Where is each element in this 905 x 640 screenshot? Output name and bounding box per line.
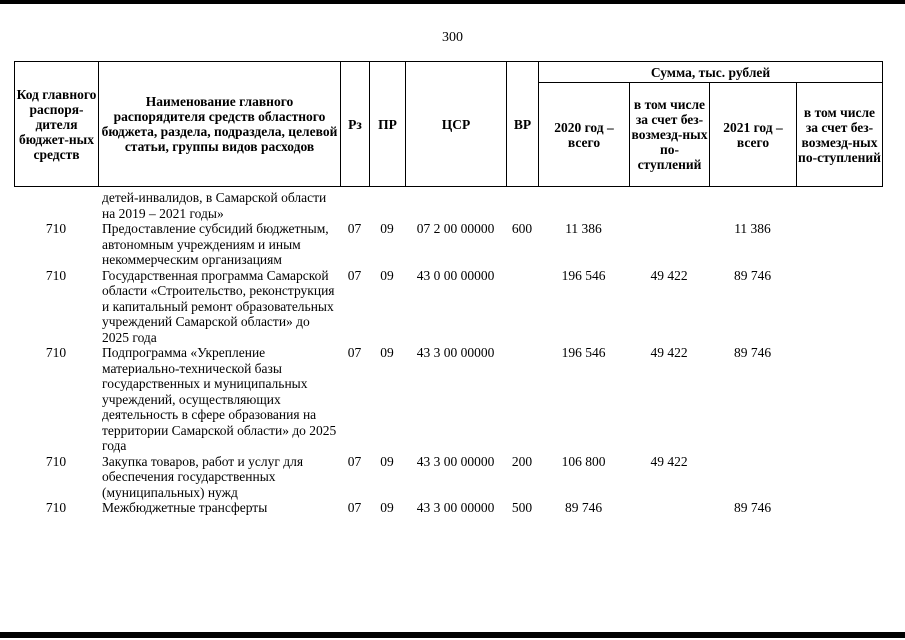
cell-rz: 07 — [347, 453, 362, 469]
cell-vr — [506, 268, 538, 346]
cell-pr: 09 — [380, 267, 394, 283]
cell-rz: 07 — [347, 267, 362, 283]
cell-pr: 09 — [380, 453, 394, 469]
cell-vr: 500 — [511, 500, 533, 515]
table-row — [14, 268, 882, 346]
cell-rz: 07 — [347, 345, 362, 360]
cell-code: 710 — [45, 267, 67, 283]
cell-2021-total: 89 746 — [733, 500, 772, 515]
cell-csr: 43 3 00 00000 — [416, 345, 495, 360]
cell-vr — [506, 190, 538, 221]
header-2021-total: 2021 год – всего — [710, 83, 797, 187]
cell-rz: 07 — [347, 500, 362, 515]
page-number: 300 — [442, 30, 463, 45]
header-name: Наименование главного распорядителя средств областного бюджета, раздела, подраздела, целевой статьи, группы видов расходов — [99, 62, 341, 187]
cell-csr: 07 2 00 00000 — [416, 221, 495, 236]
cell-2020-grants — [629, 221, 709, 268]
cell-code: 710 — [45, 453, 67, 469]
cell-2020-grants — [629, 500, 709, 516]
header-code: Код главного распоря-дителя бюджет-ных средств — [15, 62, 99, 187]
cell-csr: 43 0 00 00000 — [416, 267, 495, 283]
cell-vr — [506, 345, 538, 454]
table-header — [14, 61, 883, 187]
cell-code: 710 — [45, 221, 67, 236]
header-vr: ВР — [507, 62, 539, 187]
cell-name: Подпрограмма «Укрепление материально-технической базы государственных и муниципальных учреждений, осуществляющих деятельность в сфере образования на территории Самарской области» до 2025 года — [102, 345, 337, 453]
header-rz: Рз — [341, 62, 370, 187]
bottom-border-bar — [0, 632, 905, 638]
header-2020-total: 2020 год – всего — [539, 83, 630, 187]
cell-vr: 200 — [511, 453, 533, 469]
cell-name: Закупка товаров, работ и услуг для обеспечения государственных (муниципальных) нужд — [102, 453, 304, 500]
cell-name: Межбюджетные трансферты — [102, 500, 268, 515]
cell-csr: 43 3 00 00000 — [416, 453, 495, 469]
cell-csr: 43 3 00 00000 — [416, 500, 495, 515]
cell-2020-total: 89 746 — [564, 500, 603, 515]
cell-2021-grants — [796, 345, 882, 454]
table-row — [14, 190, 882, 221]
cell-2020-grants: 49 422 — [650, 345, 688, 360]
cell-2021-total: 89 746 — [733, 345, 772, 360]
cell-code: 710 — [45, 345, 67, 360]
cell-2021-grants — [796, 500, 882, 516]
cell-2020-total: 11 386 — [565, 221, 602, 236]
top-border-bar — [0, 0, 905, 4]
cell-2021-total: 11 386 — [734, 221, 771, 236]
cell-2021-grants — [796, 221, 882, 268]
cell-name: Предоставление субсидий бюджетным, автономным учреждениям и иным некоммерческим организациям — [102, 221, 329, 267]
table-row — [14, 454, 882, 501]
cell-code: 710 — [45, 500, 67, 515]
cell-name: детей-инвалидов, в Самарской области на 2019 – 2021 годы» — [102, 190, 327, 221]
cell-2020-grants: 49 422 — [650, 267, 688, 283]
cell-pr: 09 — [380, 500, 394, 515]
cell-2020-total: 106 800 — [561, 453, 606, 469]
cell-code — [14, 190, 98, 221]
header-2021-grants: в том числе за счет без-возмезд-ных по-ступлений — [797, 83, 883, 187]
header-csr: ЦСР — [406, 62, 507, 187]
cell-2021-total — [709, 190, 796, 221]
cell-2020-grants: 49 422 — [650, 453, 688, 469]
cell-2020-total: 196 546 — [561, 345, 606, 360]
table-row — [14, 221, 882, 268]
cell-2021-grants — [796, 190, 882, 221]
cell-2020-grants — [629, 190, 709, 221]
cell-pr: 09 — [380, 221, 394, 236]
table-row — [14, 500, 882, 516]
cell-pr — [369, 190, 405, 221]
header-2020-grants: в том числе за счет без-возмезд-ных по-ступлений — [630, 83, 710, 187]
cell-2021-total: 89 746 — [733, 267, 772, 283]
cell-2020-total — [538, 190, 629, 221]
cell-2021-total — [709, 454, 796, 501]
cell-2021-grants — [796, 454, 882, 501]
table-body — [14, 190, 882, 516]
table-row — [14, 345, 882, 454]
cell-csr — [405, 190, 506, 221]
cell-vr: 600 — [511, 221, 533, 236]
cell-name: Государственная программа Самарской области «Строительство, реконструкция и капитальный ремонт образовательных учреждений Самарской области» до 2025 года — [102, 267, 335, 345]
header-pr: ПР — [370, 62, 406, 187]
cell-2021-grants — [796, 268, 882, 346]
cell-rz: 07 — [347, 221, 362, 236]
cell-rz — [340, 190, 369, 221]
cell-pr: 09 — [380, 345, 394, 360]
cell-2020-total: 196 546 — [561, 267, 606, 283]
header-sum: Сумма, тыс. рублей — [539, 62, 883, 83]
